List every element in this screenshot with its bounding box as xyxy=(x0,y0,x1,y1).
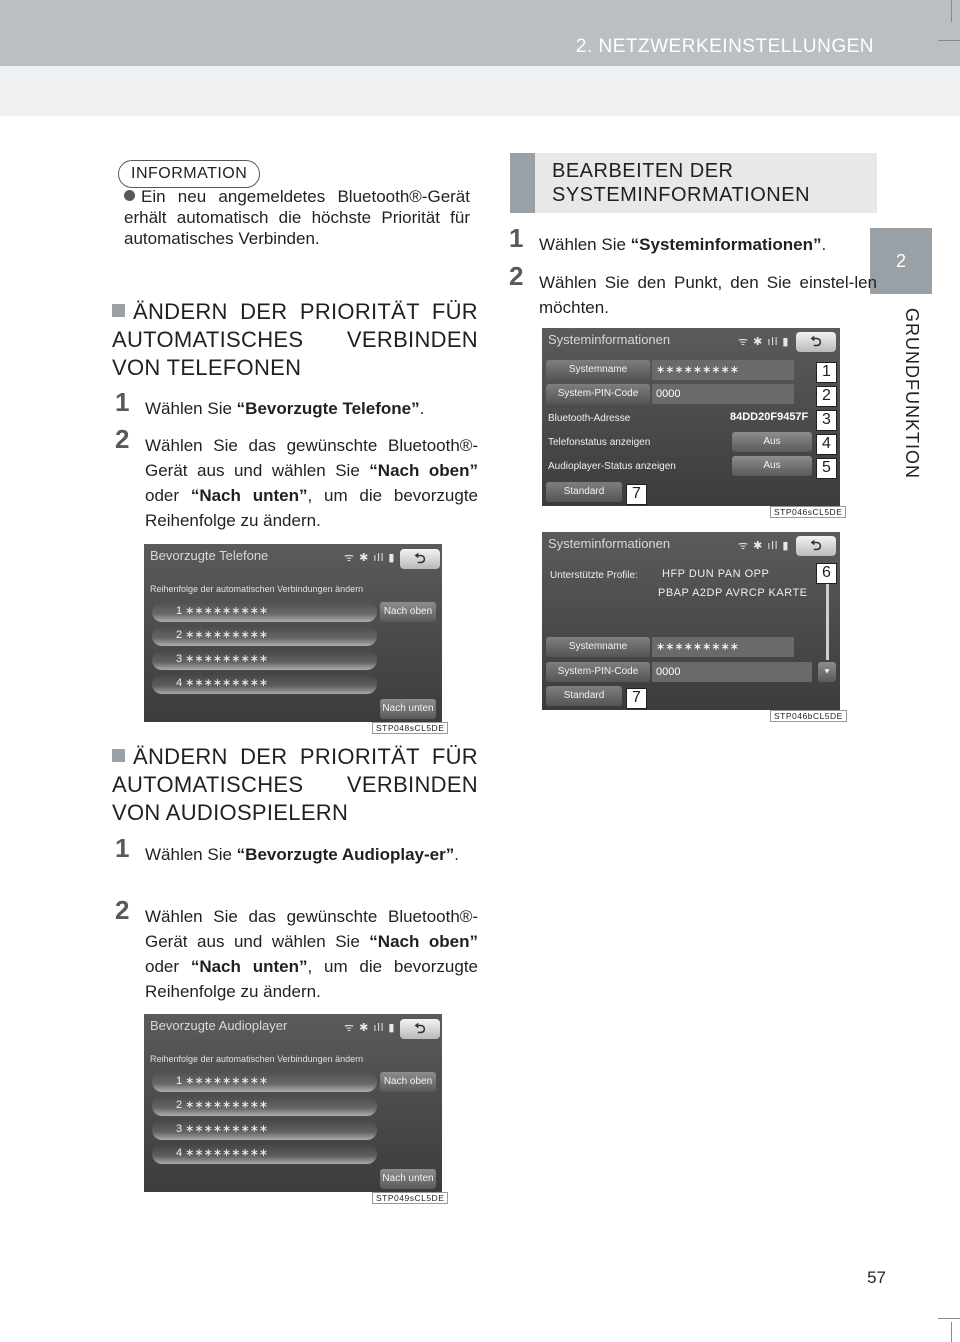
step-text: . xyxy=(821,235,827,254)
status-icons: ᯤ ✱ ıll ▮ xyxy=(738,336,790,348)
info-badge: INFORMATION xyxy=(118,160,260,188)
list-item-label: 1 ∗∗∗∗∗∗∗∗∗ xyxy=(176,605,269,617)
callout-7: 7 xyxy=(626,484,647,505)
section-heading-text: ÄNDERN DER PRIORITÄT FÜR AUTOMATISCHES VERBINDEN VON TELEFONEN xyxy=(112,299,478,380)
step-phones-1 xyxy=(115,387,478,421)
step-number: 1 xyxy=(509,223,524,253)
figure-code: STP049sCL5DE xyxy=(372,1192,448,1204)
square-bullet-icon xyxy=(112,749,125,762)
step-target: “Nach unten” xyxy=(190,957,308,976)
step-text: . xyxy=(419,399,425,418)
screen-subtitle: Reihenfolge der automatischen Verbindungen ändern xyxy=(150,1054,364,1064)
pin-code-value: 0000 xyxy=(652,384,794,404)
step-text: , um die bevorzugte Reihenfolge zu ändern. xyxy=(145,957,478,1001)
figure-code: STP048sCL5DE xyxy=(372,722,448,734)
crop-mark xyxy=(938,40,960,41)
screen-system-info-2 xyxy=(542,532,840,710)
header-strip xyxy=(0,66,960,116)
list-item-label: 1 ∗∗∗∗∗∗∗∗∗ xyxy=(176,1075,269,1087)
systemname-value: ∗∗∗∗∗∗∗∗∗ xyxy=(652,360,794,380)
screen-subtitle: Reihenfolge der automatischen Verbindungen ändern xyxy=(150,584,364,594)
systemname-value: ∗∗∗∗∗∗∗∗∗ xyxy=(652,637,794,657)
section-heading-text: BEARBEITEN DER SYSTEMINFORMATIONEN xyxy=(552,160,811,206)
figure-code: STP046sCL5DE xyxy=(770,506,846,518)
back-button[interactable]: ⮌ xyxy=(400,1019,440,1039)
section-heading-phones xyxy=(112,298,478,382)
scroll-down-icon[interactable]: ⯆ xyxy=(818,662,836,682)
status-icons: ᯤ ✱ ıll ▮ xyxy=(344,1022,396,1034)
list-item[interactable] xyxy=(152,602,377,622)
screen-title: Bevorzugte Audioplayer xyxy=(150,1018,288,1033)
callout-4: 4 xyxy=(816,434,837,455)
step-target: “Systeminformationen” xyxy=(630,235,822,254)
pin-code-button[interactable]: System-PIN-Code xyxy=(546,384,650,404)
step-target: “Nach oben” xyxy=(369,461,478,480)
bluetooth-address-value: 84DD20F9457F xyxy=(730,411,809,423)
list-item[interactable] xyxy=(152,1144,377,1164)
step-audio-2 xyxy=(115,895,478,1004)
back-button[interactable]: ⮌ xyxy=(796,332,836,352)
step-phones-2 xyxy=(115,424,478,533)
phone-status-toggle[interactable]: Aus xyxy=(732,432,812,452)
step-system-1 xyxy=(509,223,877,257)
step-target: “Bevorzugte Audioplay-er” xyxy=(236,845,455,864)
callout-7: 7 xyxy=(626,688,647,709)
list-item[interactable] xyxy=(152,1096,377,1116)
step-text: , um die bevorzugte Reihenfolge zu ändern. xyxy=(145,486,478,530)
step-text: Wählen Sie xyxy=(145,845,237,864)
screen-preferred-audioplayers xyxy=(144,1014,442,1192)
list-item[interactable] xyxy=(152,1072,377,1092)
phone-status-label: Telefonstatus anzeigen xyxy=(548,437,651,448)
callout-5: 5 xyxy=(816,458,837,479)
scrollbar[interactable] xyxy=(826,584,829,660)
list-item-label: 3 ∗∗∗∗∗∗∗∗∗ xyxy=(176,653,269,665)
screen-title: Systeminformationen xyxy=(548,536,671,551)
callout-6: 6 xyxy=(816,563,837,584)
move-down-button[interactable]: Nach unten xyxy=(380,1169,436,1189)
step-target: “Bevorzugte Telefone” xyxy=(236,399,420,418)
screen-title: Systeminformationen xyxy=(548,332,671,347)
screen-preferred-phones xyxy=(144,544,442,722)
move-up-button[interactable]: Nach oben xyxy=(380,602,436,622)
crop-mark xyxy=(951,0,952,22)
chapter-label: GRUNDFUNKTION xyxy=(902,308,922,479)
step-audio-1 xyxy=(115,833,478,867)
step-text: oder xyxy=(145,957,191,976)
systemname-button[interactable]: Systemname xyxy=(546,360,650,380)
pin-code-button[interactable]: System-PIN-Code xyxy=(546,662,650,682)
status-icons: ᯤ ✱ ıll ▮ xyxy=(738,540,790,552)
step-text: Wählen Sie den Punkt, den Sie einstel-len möchten. xyxy=(539,273,877,317)
audio-status-toggle[interactable]: Aus xyxy=(732,456,812,476)
step-number: 2 xyxy=(509,261,524,291)
section-heading-audio xyxy=(112,743,478,827)
list-item-label: 3 ∗∗∗∗∗∗∗∗∗ xyxy=(176,1123,269,1135)
step-text: Wählen Sie xyxy=(539,235,631,254)
list-item-label: 2 ∗∗∗∗∗∗∗∗∗ xyxy=(176,1099,269,1111)
list-item-label: 2 ∗∗∗∗∗∗∗∗∗ xyxy=(176,629,269,641)
section-heading-text: ÄNDERN DER PRIORITÄT FÜR AUTOMATISCHES VERBINDEN VON AUDIOSPIELERN xyxy=(112,744,478,825)
screen-title: Bevorzugte Telefone xyxy=(150,548,269,563)
pin-code-value: 0000 xyxy=(652,662,812,682)
running-head: 2. NETZWERKEINSTELLUNGEN xyxy=(575,36,874,57)
back-button[interactable]: ⮌ xyxy=(400,549,440,569)
section-heading-system xyxy=(510,153,877,213)
info-body: Ein neu angemeldetes Bluetooth®-Gerät erhält automatisch die höchste Priorität für automatisches Verbinden. xyxy=(124,187,470,248)
step-target: “Nach unten” xyxy=(190,486,308,505)
heading-bar xyxy=(510,153,535,213)
chapter-tab: 2 xyxy=(870,228,932,294)
step-text: Wählen Sie das gewünschte Bluetooth®-Gerät aus und wählen Sie xyxy=(145,907,478,951)
step-number: 2 xyxy=(115,424,130,454)
callout-2: 2 xyxy=(816,386,837,407)
list-item-label: 4 ∗∗∗∗∗∗∗∗∗ xyxy=(176,677,269,689)
standard-button[interactable]: Standard xyxy=(546,482,622,502)
crop-mark xyxy=(951,1322,952,1342)
figure-code: STP046bCL5DE xyxy=(770,710,847,722)
step-system-2 xyxy=(509,261,877,320)
back-button[interactable]: ⮌ xyxy=(796,536,836,556)
audio-status-label: Audioplayer-Status anzeigen xyxy=(548,461,676,472)
step-number: 1 xyxy=(115,833,130,863)
page-number: 57 xyxy=(867,1268,886,1287)
standard-button[interactable]: Standard xyxy=(546,686,622,706)
step-text: Wählen Sie xyxy=(145,399,237,418)
step-number: 2 xyxy=(115,895,130,925)
status-icons: ᯤ ✱ ıll ▮ xyxy=(344,552,396,564)
step-text: . xyxy=(454,845,459,864)
systemname-button[interactable]: Systemname xyxy=(546,637,650,657)
list-item[interactable] xyxy=(152,650,377,670)
profiles-row-1: HFP DUN PAN OPP xyxy=(662,568,770,580)
step-text: Wählen Sie das gewünschte Bluetooth®-Gerät aus und wählen Sie xyxy=(145,436,478,480)
bullet-icon xyxy=(124,190,135,201)
list-item-label: 4 ∗∗∗∗∗∗∗∗∗ xyxy=(176,1147,269,1159)
square-bullet-icon xyxy=(112,304,125,317)
list-item[interactable] xyxy=(152,674,377,694)
info-text xyxy=(124,186,470,249)
bluetooth-address-label: Bluetooth-Adresse xyxy=(548,413,631,424)
profiles-row-2: PBAP A2DP AVRCP KARTE xyxy=(658,587,808,599)
move-down-button[interactable]: Nach unten xyxy=(380,699,436,719)
step-text: oder xyxy=(145,486,191,505)
step-target: “Nach oben” xyxy=(369,932,478,951)
callout-1: 1 xyxy=(816,362,837,383)
list-item[interactable] xyxy=(152,1120,377,1140)
profiles-label: Unterstützte Profile: xyxy=(550,570,638,581)
move-up-button[interactable]: Nach oben xyxy=(380,1072,436,1092)
list-item[interactable] xyxy=(152,626,377,646)
step-number: 1 xyxy=(115,387,130,417)
screen-system-info-1 xyxy=(542,328,840,506)
callout-3: 3 xyxy=(816,410,837,431)
crop-mark xyxy=(938,1318,960,1319)
